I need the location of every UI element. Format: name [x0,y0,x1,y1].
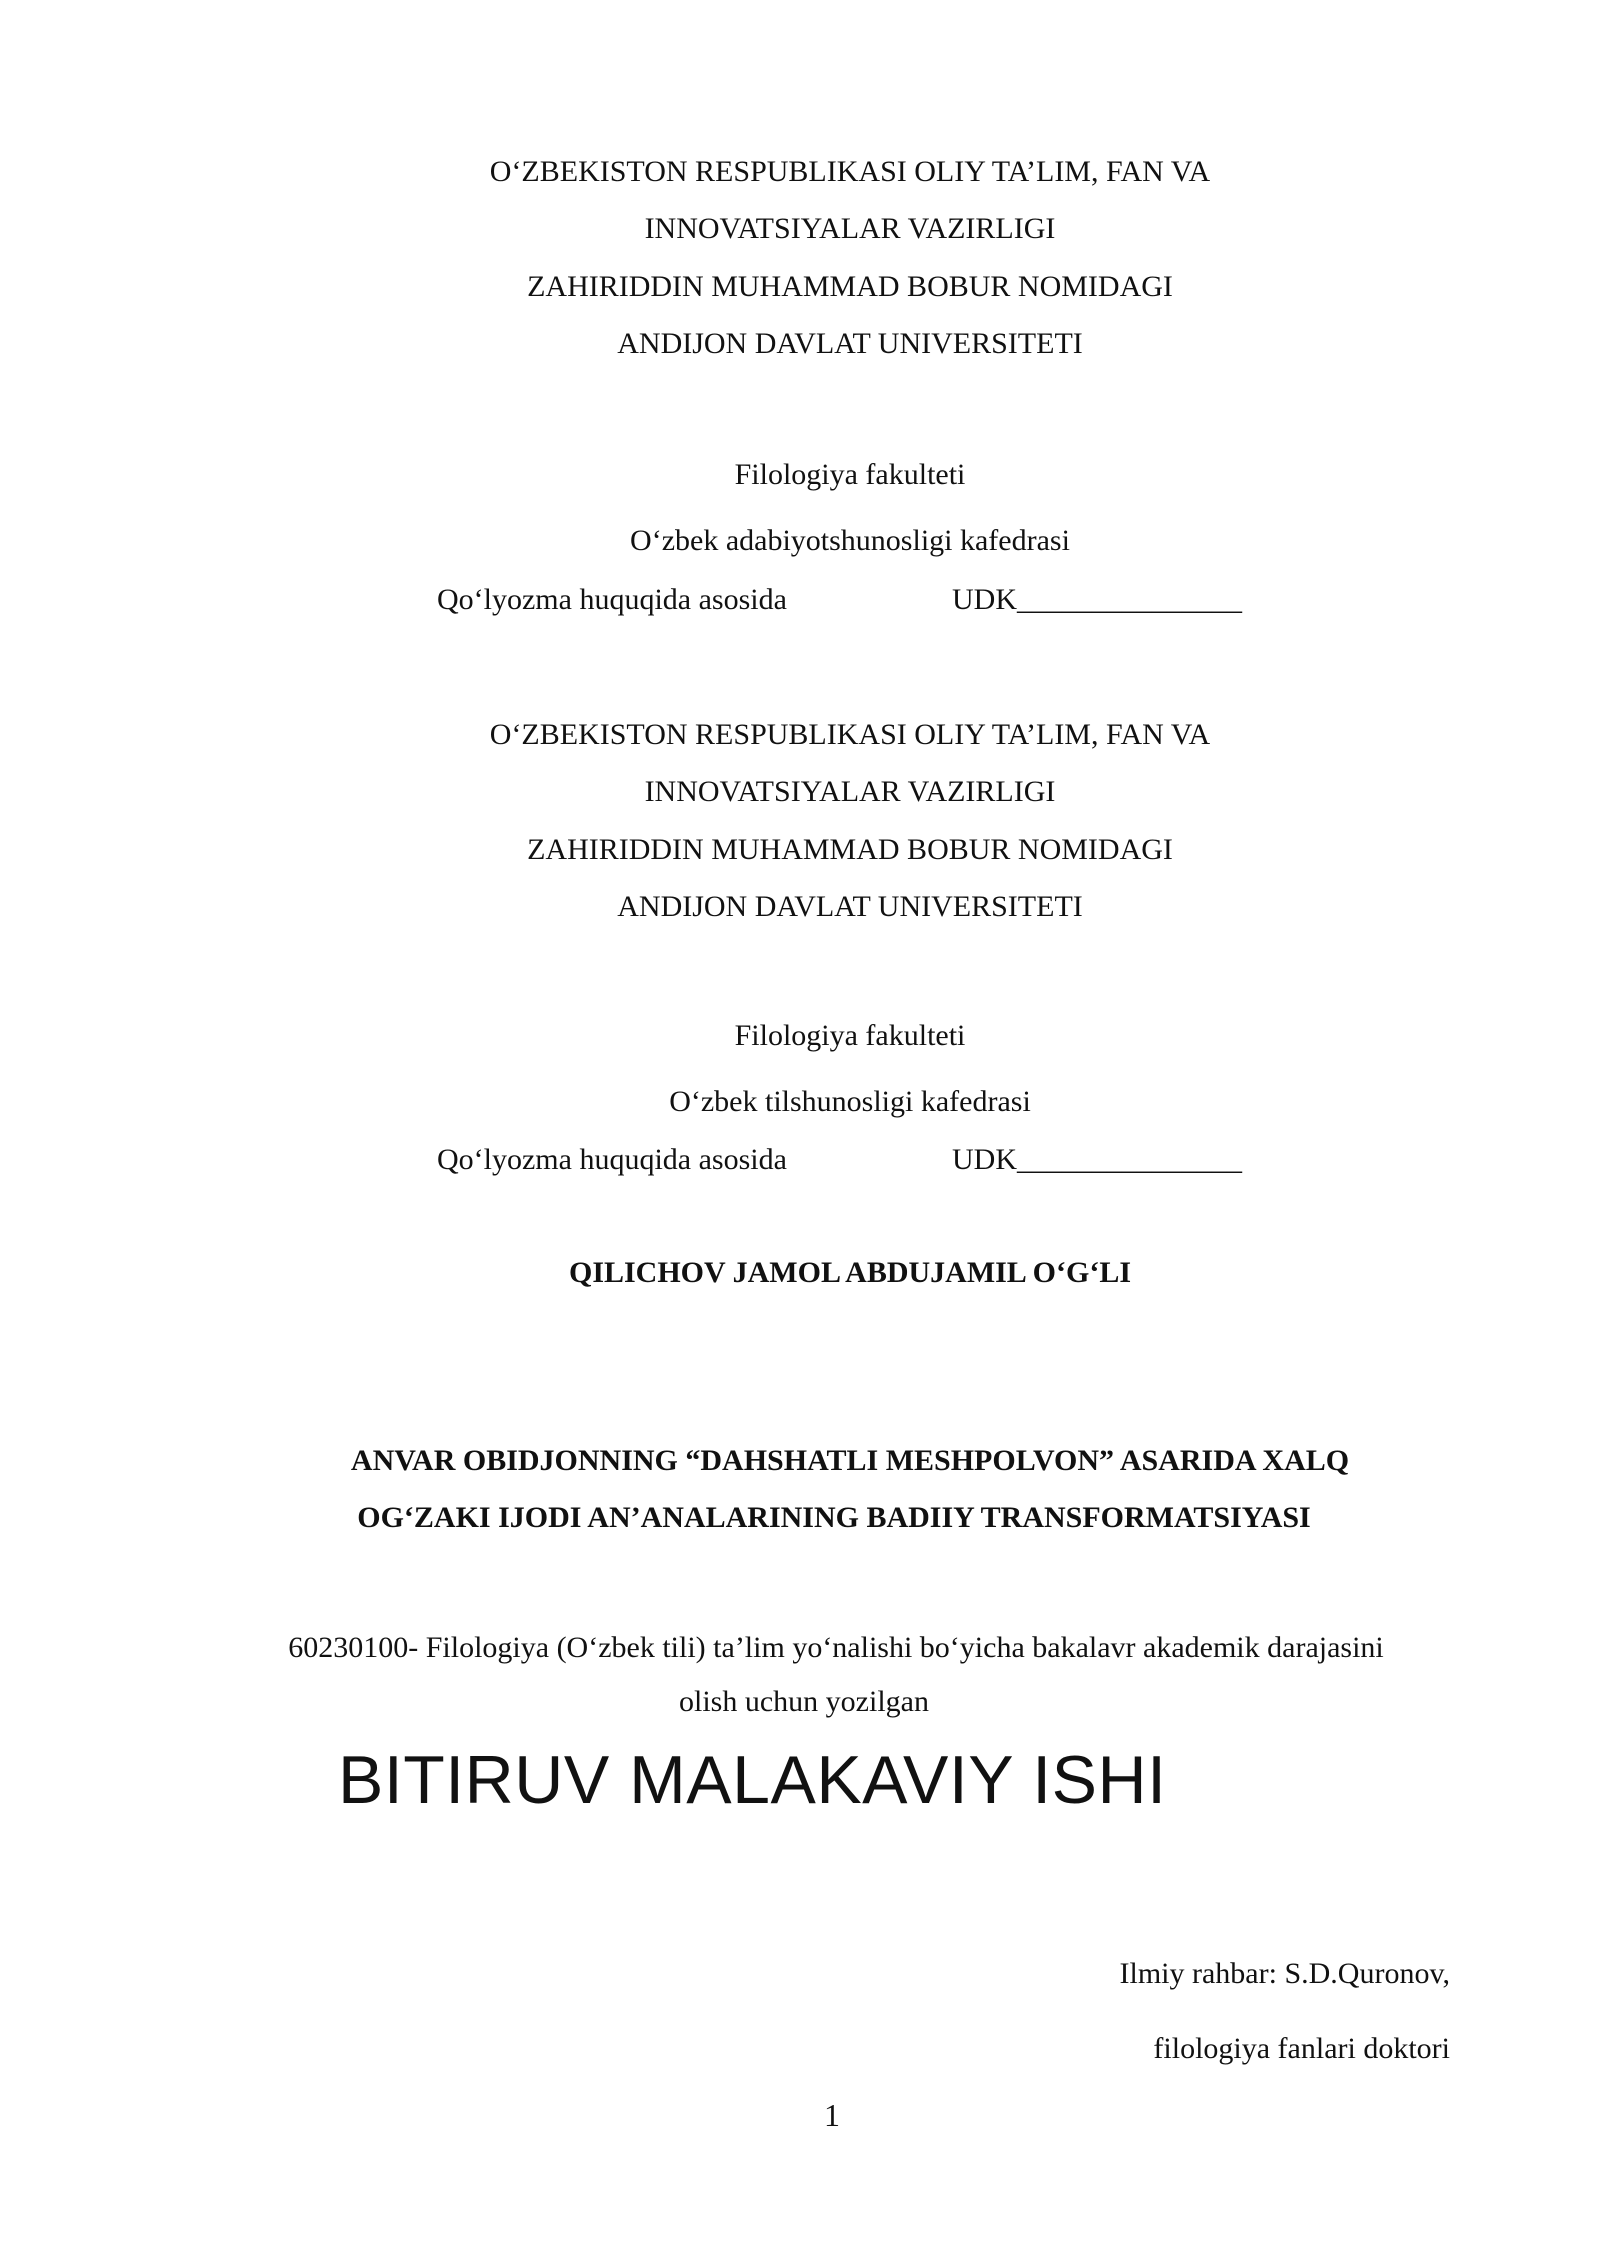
page-number: 1 [824,2097,840,2133]
degree-description-line-1: 60230100- Filologiya (O‘zbek tili) ta’lim yo‘nalishi bo‘yicha bakalavr akademik darajasini [288,1631,1384,1664]
department-name: O‘zbek tilshunosligi kafedrasi [669,1085,1031,1118]
supervisor-line-1: Ilmiy rahbar: S.D.Quronov, [1119,1957,1450,1990]
thesis-title-line-1: ANVAR OBIDJONNING “DAHSHATLI MESHPOLVON” ASARIDA XALQ [350,1444,1350,1477]
udk-field: UDK_______________ [952,1143,1242,1176]
faculty-name: Filologiya fakulteti [734,458,966,491]
supervisor-line-2: filologiya fanlari doktori [1153,2032,1450,2065]
work-type-title: BITIRUV MALAKAVIY ISHI [338,1742,1167,1818]
degree-description-line-2: olish uchun yozilgan [679,1685,929,1718]
manuscript-rights: Qo‘lyozma huquqida asosida [437,583,787,616]
university-line-1: ZAHIRIDDIN MUHAMMAD BOBUR NOMIDAGI [527,833,1173,866]
author-name: QILICHOV JAMOL ABDUJAMIL O‘G‘LI [568,1256,1132,1289]
udk-field: UDK_______________ [952,583,1242,616]
manuscript-udk-row [437,582,1242,618]
thesis-title-line-2: OG‘ZAKI IJODI AN’ANALARINING BADIIY TRANSFORMATSIYASI [357,1501,1311,1534]
ministry-line-2: INNOVATSIYALAR VAZIRLIGI [644,775,1056,808]
ministry-line-1: O‘ZBEKISTON RESPUBLIKASI OLIY TA’LIM, FAN VA [489,718,1211,751]
manuscript-udk-row [437,1142,1242,1178]
ministry-line-1: O‘ZBEKISTON RESPUBLIKASI OLIY TA’LIM, FAN VA [489,155,1211,188]
ministry-line-2: INNOVATSIYALAR VAZIRLIGI [644,212,1056,245]
department-name: O‘zbek adabiyotshunosligi kafedrasi [630,524,1070,557]
faculty-name: Filologiya fakulteti [734,1019,966,1052]
university-line-2: ANDIJON DAVLAT UNIVERSITETI [617,327,1083,360]
university-line-1: ZAHIRIDDIN MUHAMMAD BOBUR NOMIDAGI [527,270,1173,303]
university-line-2: ANDIJON DAVLAT UNIVERSITETI [617,890,1083,923]
manuscript-rights: Qo‘lyozma huquqida asosida [437,1143,787,1176]
